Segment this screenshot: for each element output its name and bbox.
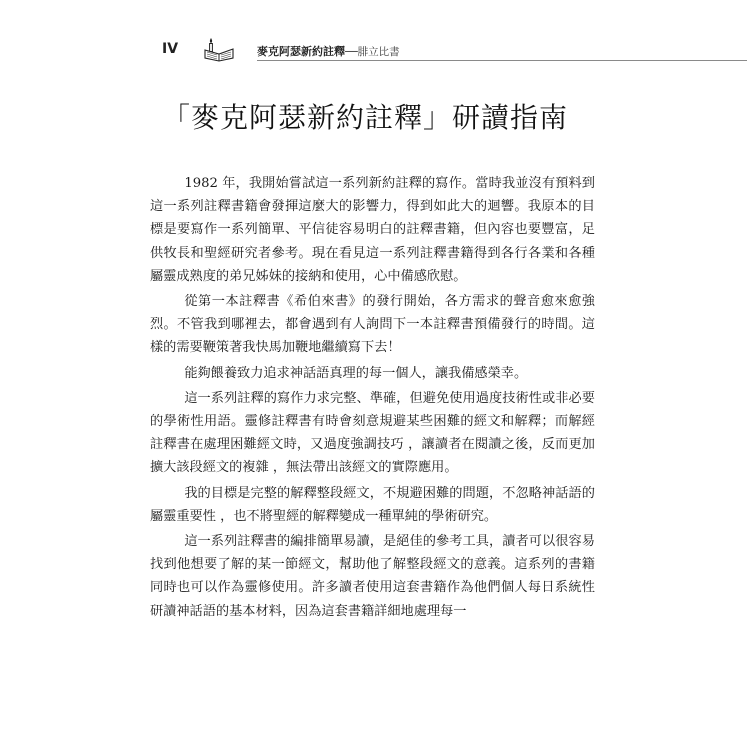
running-title — [257, 43, 400, 59]
paragraph: 1982 年，我開始嘗試這一系列新約註釋的寫作。當時我並沒有預料到這一系列註釋書籍會發揮這麼大的影響力，得到如此大的迴響。我原本的目標是要寫作一系列簡單、平信徒容易明白的註釋書籍，但內容也要豐富，足供牧長和聖經研究者參考。現在看見這一系列註釋書籍得到各行各業和各種屬靈成熟度的弟兄姊妹的接納和使用，心中備感欣慰。 — [150, 176, 595, 284]
open-book-with-candle-icon — [202, 36, 236, 62]
paragraph: 這一系列註釋書的編排簡單易讀，是絕佳的參考工具，讀者可以很容易找到他想要了解的某一節經文，幫助他了解整段經文的意義。這系列的書籍同時也可以作為靈修使用。許多讀者使用這套書籍作為他們個人每日系統性研讀神話語的基本材料，因為這套書籍詳細地處理每一 — [150, 534, 595, 619]
page-title: 「麥克阿瑟新約註釋」研讀指南 — [162, 101, 569, 134]
header-rule — [257, 60, 747, 61]
running-header — [162, 36, 592, 62]
running-title-main: 麥克阿瑟新約註釋 — [257, 45, 345, 58]
paragraph: 從第一本註釋書《希伯來書》的發行開始，各方需求的聲音愈來愈強烈。不管我到哪裡去，都會遇到有人詢問下一本註釋書預備發行的時間。這樣的需要鞭策著我快馬加鞭地繼續寫下去！ — [150, 294, 595, 356]
paragraph: 我的目標是完整的解釋整段經文，不規避困難的問題，不忽略神話語的屬靈重要性 ，也不將聖經的解釋變成一種單純的學術研究。 — [150, 485, 595, 524]
page-number: IV — [162, 41, 179, 57]
body-text — [150, 172, 595, 625]
paragraph: 能夠餵養致力追求神話語真理的每一個人，讓我備感榮幸。 — [184, 365, 528, 381]
running-subtitle: ──腓立比書 — [345, 46, 400, 58]
paragraph: 這一系列註釋的寫作力求完整、準確，但避免使用過度技術性或非必要的學術性用語。靈修註釋書有時會刻意規避某些困難的經文和解釋；而解經註釋書在處理困難經文時，又過度強調技巧 ，讓讀者在閱讀之後，反而更加擴大該段經文的複雜 ，無法帶出該經文的實際應用。 — [150, 390, 595, 476]
